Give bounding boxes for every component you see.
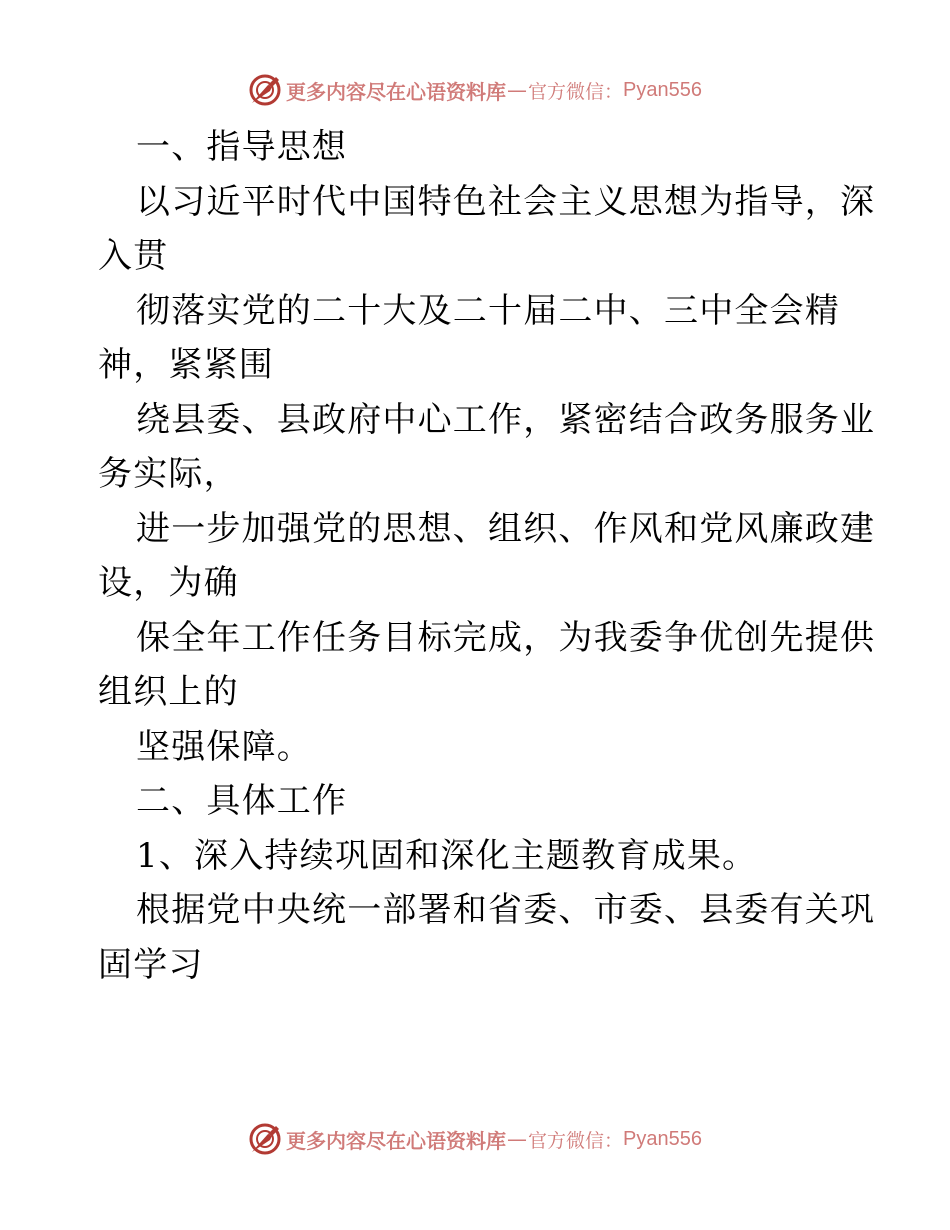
banner-brand-text: 更多内容尽在心语资料库 [286, 79, 506, 104]
banner-separator: — [507, 78, 527, 102]
paragraph-line: 入贯 [98, 236, 169, 276]
banner-official-label: 官方微信： [528, 80, 624, 103]
banner-brand-text: 更多内容尽在心语资料库 [286, 1128, 506, 1153]
paragraph-line: 务实际， [98, 454, 239, 494]
paragraph-line: 进一步加强党的思想、组织、作风和党风廉政建 [136, 508, 876, 549]
paragraph-line: 绕县委、县政府中心工作，紧密结合政务服务业 [136, 399, 876, 440]
banner-wechat-id: Pyan556 [623, 1127, 702, 1150]
banner-separator: — [507, 1127, 527, 1151]
section-heading: 一、指导思想 [136, 127, 348, 167]
paragraph-line: 以习近平时代中国特色社会主义思想为指导，深 [136, 181, 876, 222]
subsection-heading: 1、深入持续巩固和深化主题教育成果。 [136, 835, 758, 876]
paragraph-line: 坚强保障。 [136, 726, 312, 767]
pen-logo-icon [248, 1122, 282, 1156]
paragraph-line: 彻落实党的二十大及二十届二中、三中全会精 [136, 290, 840, 331]
pen-logo-icon [248, 73, 282, 107]
banner-official-label: 官方微信： [528, 1129, 624, 1152]
banner-wechat-id: Pyan556 [623, 78, 702, 101]
paragraph-line: 设，为确 [98, 563, 239, 603]
paragraph-line: 神，紧紧围 [98, 345, 274, 385]
paragraph-line: 组织上的 [98, 672, 239, 712]
document-body [98, 120, 876, 992]
footer-watermark-banner [0, 1119, 950, 1159]
header-watermark-banner [0, 70, 950, 110]
section-heading: 二、具体工作 [136, 781, 348, 821]
paragraph-line: 固学习 [98, 944, 204, 985]
paragraph-line: 保全年工作任务目标完成，为我委争优创先提供 [136, 617, 876, 658]
paragraph-line: 根据党中央统一部署和省委、市委、县委有关巩 [136, 890, 876, 930]
